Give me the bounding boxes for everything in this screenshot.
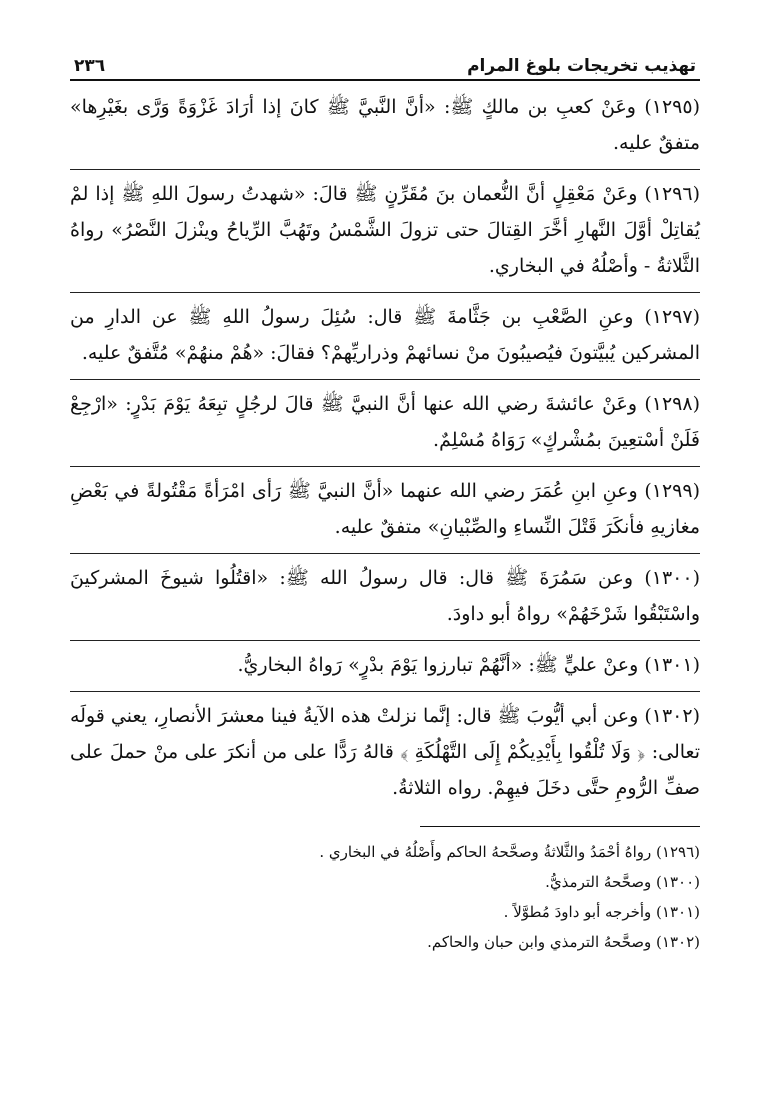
hadith-entry bbox=[70, 386, 700, 458]
hadith-entry bbox=[70, 560, 700, 632]
hadith-entry bbox=[70, 89, 700, 161]
entry-divider bbox=[70, 292, 700, 293]
hadith-text: وعن أبي أيُّوبَ ﷺ قال: إنَّما نزلتْ هذه الآيةُ فينا معشرَ الأنصارِ، يعني قولَه تعالى: ﴿ وَلَا تُلْقُوا بِأَيْدِيكُمْ إِلَى التَّهْلُكَةِ ﴾ قالهُ رَدًّا على من أنكرَ على منْ حملَ على صفِّ الرُّومِ حتَّى دخَلَ فيهِمْ. رواه الثلاثةُ. bbox=[70, 705, 700, 799]
hadith-number: (١٢٩٦) bbox=[644, 183, 700, 205]
hadith-entry bbox=[70, 647, 700, 683]
hadith-text: وعَنْ عائشةَ رضي الله عنها أنَّ النبيَّ ﷺ قالَ لرجُلٍ تبِعَهُ يَوْمَ بَدْرٍ: «ارْجِعْ فَلَنْ أسْتعِينَ بمُشْركٍ» رَوَاهُ مُسْلِمٌ. bbox=[70, 393, 700, 451]
footnotes bbox=[70, 837, 700, 957]
hadith-entry bbox=[70, 473, 700, 545]
hadith-text: وعَنْ كعبِ بن مالكٍ ﷺ: «أنَّ النَّبيَّ ﷺ كانَ إذا أرَادَ غَزْوَةً وَرَّى بغَيْرِها» متفقٌ عليه. bbox=[70, 96, 700, 154]
hadith-number: (١٣٠١) bbox=[644, 654, 700, 676]
entry-divider bbox=[70, 553, 700, 554]
footnote: (١٣٠١) وأخرجه أبو داودَ مُطوَّلاً . bbox=[503, 903, 700, 921]
footnote: (١٢٩٦) رواهُ أحْمَدُ والثَّلاثةُ وصحَّحهُ الحاكم وأَصْلُهُ في البخاري . bbox=[319, 843, 700, 861]
hadith-entry bbox=[70, 698, 700, 806]
hadith-text: وعنِ ابنِ عُمَرَ رضي الله عنهما «أنَّ النبيَّ ﷺ رَأى امْرَأةً مَقْتُولةً في بَعْضِ مغازيهِ فأنكَرَ قَتْلَ النِّساءِ والصِّبْيانِ» متفقٌ عليه. bbox=[70, 480, 700, 538]
running-header bbox=[70, 50, 700, 79]
hadith-entry bbox=[70, 176, 700, 284]
hadith-number: (١٢٩٩) bbox=[644, 480, 700, 502]
footnote-separator bbox=[420, 826, 700, 827]
footnote: (١٣٠٠) وصحَّحهُ الترمذيُّ. bbox=[545, 873, 700, 891]
hadith-number: (١٢٩٥) bbox=[644, 96, 700, 118]
hadith-text: وعن سَمُرَةَ ﷺ قال: قال رسولُ الله ﷺ: «اقتُلُوا شيوخَ المشركينَ واسْتَبْقُوا شَرْخَهُمْ» رواهُ أبو داودَ. bbox=[70, 567, 700, 625]
hadith-list bbox=[70, 89, 700, 806]
hadith-number: (١٢٩٨) bbox=[644, 393, 700, 415]
hadith-number: (١٣٠٢) bbox=[644, 705, 700, 727]
hadith-text: وعنِ الصَّعْبِ بن جَثَّامةَ ﷺ قال: سُئِلَ رسولُ اللهِ ﷺ عن الدارِ من المشركين يُبيَّتونَ فيُصيبُونَ منْ نسائهمْ وذراريِّهمْ؟ فقالَ: «هُمْ منهُمْ» مُتَّفقٌ عليه. bbox=[70, 306, 700, 364]
header-rule bbox=[70, 79, 700, 81]
hadith-number: (١٣٠٠) bbox=[644, 567, 700, 589]
entry-divider bbox=[70, 379, 700, 380]
page-number: ٢٣٦ bbox=[74, 56, 106, 76]
hadith-number: (١٢٩٧) bbox=[644, 306, 700, 328]
entry-divider bbox=[70, 466, 700, 467]
hadith-text: وعَنْ مَعْقِلٍ أنَّ النُّعمان بنَ مُقَرِّنٍ ﷺ قالَ: «شهدتُ رسولَ اللهِ ﷺ إذا لمْ يُقاتِلْ أوَّلَ النَّهارِ أخَّرَ القِتالَ حتى تزولَ الشَّمْسُ وتَهُبَّ الرِّياحُ وينْزلَ النَّصْرُ» رواهُ الثَّلاثةُ - وأصْلُهُ في البخاري. bbox=[70, 183, 700, 277]
entry-divider bbox=[70, 169, 700, 170]
hadith-entry bbox=[70, 299, 700, 371]
entry-divider bbox=[70, 640, 700, 641]
entry-divider bbox=[70, 691, 700, 692]
footnote: (١٣٠٢) وصحَّحهُ الترمذي وابن حبان والحاكم. bbox=[427, 933, 700, 951]
page bbox=[70, 50, 700, 957]
hadith-text: وعنْ عليٍّ ﷺ: «أنَّهُمْ تبارزوا يَوْمَ بدْرٍ» رَواهُ البخاريُّ. bbox=[237, 654, 639, 676]
book-title: تهذيب تخريجات بلوغ المرام bbox=[467, 56, 696, 76]
